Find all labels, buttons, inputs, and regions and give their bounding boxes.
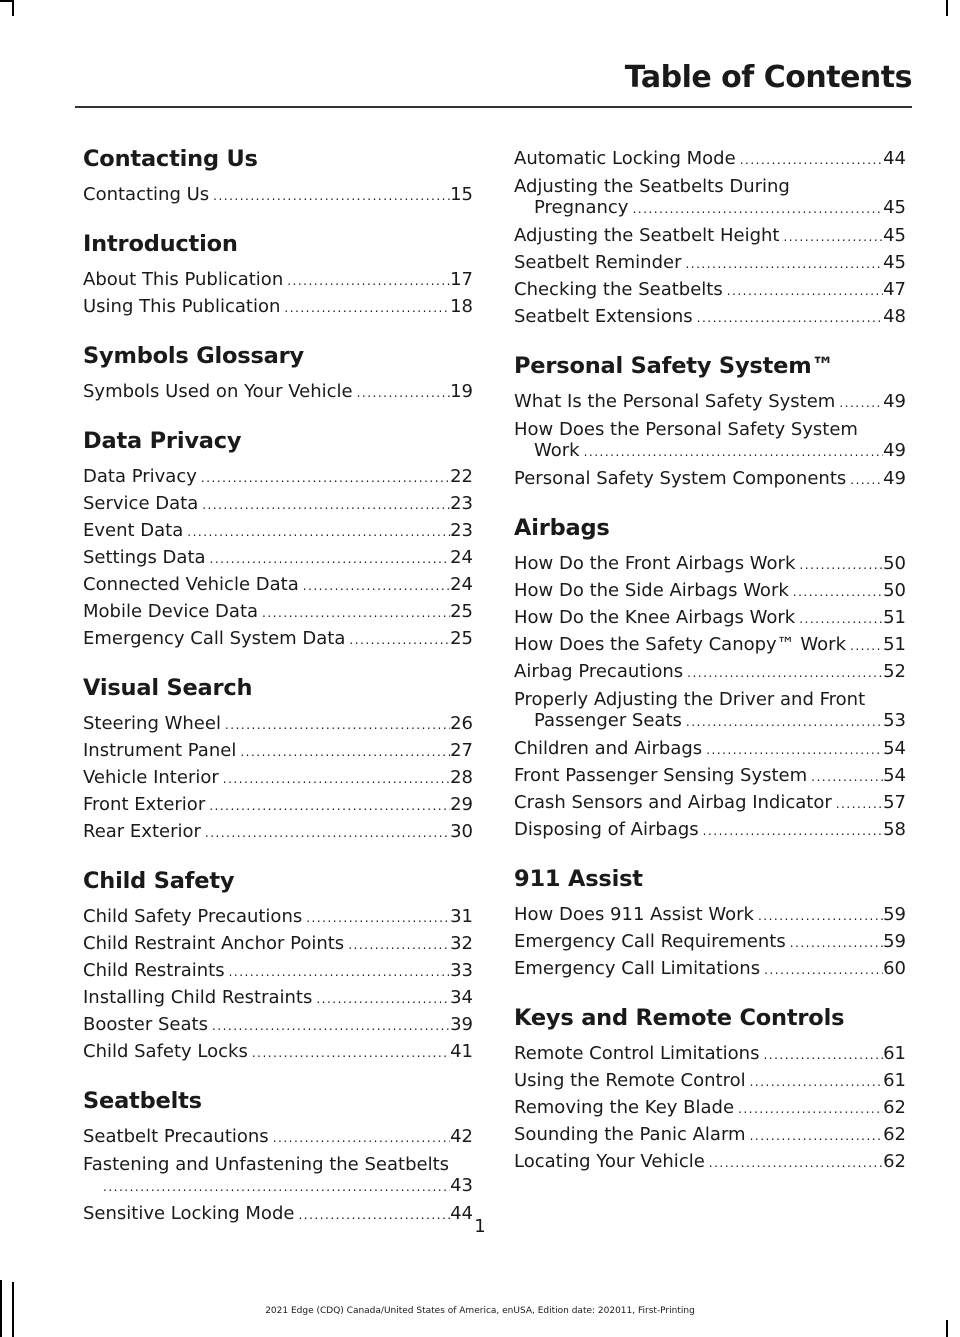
dot-leader: [839, 390, 883, 416]
entry-page-number: 45: [883, 197, 906, 218]
toc-entry[interactable]: [514, 419, 906, 463]
entry-title: Adjusting the Seatbelt Height: [514, 225, 780, 246]
edition-footer: 2021 Edge (CDQ) Canada/United States of America, enUSA, Edition date: 202011, First-Printing: [265, 1306, 695, 1316]
dot-leader: [210, 546, 451, 572]
entry-title: Front Exterior: [83, 794, 206, 815]
entry-page-number: 44: [883, 148, 906, 169]
toc-entry[interactable]: [83, 765, 473, 792]
entry-title: Adjusting the Seatbelts During: [514, 176, 790, 197]
section-heading: Seatbelts: [83, 1088, 202, 1114]
toc-right-column: [514, 146, 906, 1196]
entry-page-number: 31: [450, 906, 473, 927]
toc-entry[interactable]: [83, 985, 473, 1012]
toc-entry[interactable]: [514, 466, 906, 493]
entry-title: Checking the Seatbelts: [514, 279, 723, 300]
entry-page-number: 57: [883, 792, 906, 813]
entry-title: Disposing of Airbags: [514, 819, 699, 840]
entry-page-number: 27: [450, 740, 473, 761]
entry-page-number: 62: [883, 1151, 906, 1172]
entry-title: Seatbelt Extensions: [514, 306, 693, 327]
section-heading: Airbags: [514, 515, 610, 541]
dot-leader: [758, 903, 883, 929]
entry-title: Removing the Key Blade: [514, 1097, 735, 1118]
toc-entry[interactable]: [83, 626, 473, 653]
entry-page-number: 26: [450, 713, 473, 734]
dot-leader: [850, 467, 883, 493]
dot-leader: [202, 492, 450, 518]
dot-leader: [240, 739, 450, 765]
page-title: Table of Contents: [624, 60, 912, 95]
toc-entry[interactable]: [514, 578, 906, 605]
toc-entry[interactable]: [514, 763, 906, 790]
dot-leader: [685, 251, 883, 277]
entry-title: Child Safety Precautions: [83, 906, 303, 927]
entry-page-number: 43: [450, 1175, 473, 1196]
toc-entry[interactable]: [514, 1041, 906, 1068]
entry-title: How Do the Front Airbags Work: [514, 553, 796, 574]
dot-leader: [357, 380, 451, 406]
dot-leader: [262, 600, 450, 626]
toc-entry[interactable]: [83, 491, 473, 518]
toc-entry[interactable]: [514, 304, 906, 331]
entry-title: How Do the Knee Airbags Work: [514, 607, 796, 628]
toc-entry[interactable]: [514, 605, 906, 632]
dot-leader: [850, 633, 883, 659]
toc-entry[interactable]: [83, 904, 473, 931]
dot-leader: [103, 1177, 450, 1198]
entry-title: Booster Seats: [83, 1014, 208, 1035]
crop-mark: [946, 1320, 948, 1337]
toc-entry[interactable]: [514, 689, 906, 733]
toc-entry[interactable]: [83, 294, 473, 321]
dot-leader: [764, 957, 883, 983]
toc-entry[interactable]: [83, 958, 473, 985]
toc-entry[interactable]: [83, 1124, 473, 1151]
dot-leader: [799, 606, 883, 632]
toc-entry[interactable]: [514, 1149, 906, 1176]
dot-leader: [763, 1042, 883, 1068]
entry-page-number: 49: [883, 468, 906, 489]
entry-title: Using This Publication: [83, 296, 281, 317]
dot-leader: [709, 1150, 883, 1176]
dot-leader: [799, 552, 883, 578]
toc-entry[interactable]: [83, 182, 473, 209]
entry-title: Emergency Call Limitations: [514, 958, 761, 979]
entry-title-continued: Passenger Seats: [534, 710, 682, 731]
entry-page-number: 54: [883, 765, 906, 786]
entry-page-number: 17: [450, 269, 473, 290]
dot-leader: [706, 737, 883, 763]
dot-leader: [223, 766, 450, 792]
entry-title: Sounding the Panic Alarm: [514, 1124, 746, 1145]
entry-title: What Is the Personal Safety System: [514, 391, 836, 412]
entry-title: Rear Exterior: [83, 821, 201, 842]
entry-title: Properly Adjusting the Driver and Front: [514, 689, 866, 710]
entry-page-number: 50: [883, 580, 906, 601]
entry-title: Installing Child Restraints: [83, 987, 313, 1008]
toc-entry[interactable]: [514, 790, 906, 817]
entry-page-number: 50: [883, 553, 906, 574]
toc-entry[interactable]: [83, 1012, 473, 1039]
section-heading: Contacting Us: [83, 146, 258, 172]
entry-page-number: 33: [450, 960, 473, 981]
dot-leader: [740, 147, 883, 173]
entry-page-number: 34: [450, 987, 473, 1008]
entry-title: Emergency Call System Data: [83, 628, 346, 649]
entry-page-number: 18: [450, 296, 473, 317]
toc-entry[interactable]: [514, 1122, 906, 1149]
dot-leader: [793, 579, 883, 605]
entry-page-number: 59: [883, 904, 906, 925]
toc-entry[interactable]: [514, 551, 906, 578]
toc-entry[interactable]: [83, 572, 473, 599]
toc-entry[interactable]: [514, 1095, 906, 1122]
entry-page-number: 19: [450, 381, 473, 402]
entry-page-number: 24: [450, 547, 473, 568]
section-heading: Introduction: [83, 231, 238, 257]
toc-entry[interactable]: [83, 711, 473, 738]
toc-section: [83, 1086, 473, 1228]
entry-page-number: 48: [883, 306, 906, 327]
dot-leader: [225, 712, 450, 738]
toc-entry[interactable]: [514, 929, 906, 956]
entry-page-number: 60: [883, 958, 906, 979]
entry-page-number: 45: [883, 252, 906, 273]
entry-page-number: 23: [450, 493, 473, 514]
dot-leader: [697, 305, 883, 331]
toc-entry[interactable]: [83, 792, 473, 819]
entry-page-number: 62: [883, 1124, 906, 1145]
entry-page-number: 47: [883, 279, 906, 300]
toc-section: [514, 146, 906, 331]
entry-title: Child Restraints: [83, 960, 225, 981]
section-heading: Keys and Remote Controls: [514, 1005, 845, 1031]
entry-page-number: 54: [883, 738, 906, 759]
dot-leader: [584, 442, 884, 463]
dot-leader: [306, 905, 450, 931]
entry-page-number: 41: [450, 1041, 473, 1062]
entry-page-number: 44: [450, 1203, 473, 1224]
entry-title: Child Safety Locks: [83, 1041, 248, 1062]
dot-leader: [213, 183, 450, 209]
entry-page-number: 53: [883, 710, 906, 731]
entry-title: About This Publication: [83, 269, 284, 290]
toc-entry[interactable]: [514, 223, 906, 250]
entry-title: Emergency Call Requirements: [514, 931, 786, 952]
entry-title: Sensitive Locking Mode: [83, 1203, 295, 1224]
toc-entry[interactable]: [514, 250, 906, 277]
dot-leader: [727, 278, 883, 304]
entry-title: Contacting Us: [83, 184, 210, 205]
dot-leader: [783, 224, 883, 250]
toc-entry[interactable]: [514, 659, 906, 686]
entry-page-number: 24: [450, 574, 473, 595]
entry-title: Seatbelt Reminder: [514, 252, 682, 273]
entry-page-number: 45: [883, 225, 906, 246]
entry-title: Vehicle Interior: [83, 767, 219, 788]
toc-entry[interactable]: [514, 176, 906, 220]
section-heading: Symbols Glossary: [83, 343, 304, 369]
entry-page-number: 51: [883, 634, 906, 655]
entry-page-number: 51: [883, 607, 906, 628]
dot-leader: [284, 295, 450, 321]
toc-section: [83, 229, 473, 321]
toc-section: [83, 144, 473, 209]
toc-entry[interactable]: [83, 464, 473, 491]
toc-section: [514, 864, 906, 983]
entry-title: How Does the Safety Canopy™ Work: [514, 634, 846, 655]
dot-leader: [187, 519, 450, 545]
dot-leader: [750, 1123, 884, 1149]
entry-title: Fastening and Unfastening the Seatbelts: [83, 1154, 450, 1175]
dot-leader: [287, 268, 450, 294]
toc-entry[interactable]: [83, 738, 473, 765]
entry-title: Using the Remote Control: [514, 1070, 746, 1091]
toc-section: [514, 513, 906, 844]
entry-title: Crash Sensors and Airbag Indicator: [514, 792, 832, 813]
dot-leader: [811, 764, 883, 790]
toc-entry[interactable]: [83, 518, 473, 545]
toc-entry[interactable]: [514, 817, 906, 844]
entry-title: Symbols Used on Your Vehicle: [83, 381, 353, 402]
entry-title: Steering Wheel: [83, 713, 221, 734]
toc-entry[interactable]: [83, 931, 473, 958]
crop-mark: [946, 0, 948, 16]
entry-title: How Does the Personal Safety System: [514, 419, 858, 440]
entry-title: How Do the Side Airbags Work: [514, 580, 789, 601]
entry-page-number: 23: [450, 520, 473, 541]
dot-leader: [348, 932, 450, 958]
section-heading: Visual Search: [83, 675, 253, 701]
dot-leader: [738, 1096, 883, 1122]
dot-leader: [349, 627, 450, 653]
entry-title: Seatbelt Precautions: [83, 1126, 269, 1147]
toc-entry[interactable]: [514, 902, 906, 929]
entry-page-number: 42: [450, 1126, 473, 1147]
toc-entry[interactable]: [83, 1154, 473, 1198]
toc-entry[interactable]: [83, 545, 473, 572]
dot-leader: [686, 712, 883, 733]
toc-entry[interactable]: [514, 277, 906, 304]
toc-entry[interactable]: [514, 632, 906, 659]
entry-title: Front Passenger Sensing System: [514, 765, 808, 786]
entry-title: Children and Airbags: [514, 738, 703, 759]
entry-title-continued: Pregnancy: [534, 197, 629, 218]
dot-leader: [201, 465, 450, 491]
entry-page-number: 62: [883, 1097, 906, 1118]
toc-entry[interactable]: [83, 819, 473, 846]
toc-entry[interactable]: [514, 146, 906, 173]
dot-leader: [229, 959, 450, 985]
toc-left-column: [83, 144, 473, 1248]
entry-title: Instrument Panel: [83, 740, 237, 761]
entry-title: Data Privacy: [83, 466, 197, 487]
toc-entry[interactable]: [83, 599, 473, 626]
entry-title: How Does 911 Assist Work: [514, 904, 754, 925]
section-heading: Data Privacy: [83, 428, 242, 454]
dot-leader: [687, 660, 883, 686]
dot-leader: [750, 1069, 883, 1095]
entry-page-number: 15: [450, 184, 473, 205]
section-heading: 911 Assist: [514, 866, 643, 892]
entry-title: Airbag Precautions: [514, 661, 684, 682]
toc-section: [83, 426, 473, 653]
entry-page-number: 29: [450, 794, 473, 815]
dot-leader: [316, 986, 450, 1012]
section-heading: Personal Safety System™: [514, 353, 834, 379]
entry-title: Personal Safety System Components: [514, 468, 847, 489]
dot-leader: [632, 199, 883, 220]
entry-title: Event Data: [83, 520, 184, 541]
toc-entry[interactable]: [83, 267, 473, 294]
toc-section: [83, 866, 473, 1066]
entry-page-number: 49: [883, 440, 906, 461]
entry-title: Remote Control Limitations: [514, 1043, 760, 1064]
toc-entry[interactable]: [83, 1039, 473, 1066]
entry-title: Automatic Locking Mode: [514, 148, 736, 169]
entry-page-number: 58: [883, 819, 906, 840]
entry-title: Connected Vehicle Data: [83, 574, 299, 595]
toc-section: [514, 351, 906, 493]
dot-leader: [252, 1040, 450, 1066]
dot-leader: [205, 820, 450, 846]
entry-page-number: 61: [883, 1070, 906, 1091]
entry-page-number: 22: [450, 466, 473, 487]
toc-section: [83, 673, 473, 846]
entry-page-number: 25: [450, 601, 473, 622]
entry-title: Locating Your Vehicle: [514, 1151, 705, 1172]
dot-leader: [273, 1125, 450, 1151]
toc-section: [83, 341, 473, 406]
entry-title-continued: Work: [534, 440, 580, 461]
entry-title: Child Restraint Anchor Points: [83, 933, 345, 954]
entry-page-number: 52: [883, 661, 906, 682]
dot-leader: [703, 818, 883, 844]
entry-page-number: 25: [450, 628, 473, 649]
entry-page-number: 28: [450, 767, 473, 788]
entry-title: Service Data: [83, 493, 199, 514]
toc-section: [514, 1003, 906, 1176]
entry-title: Mobile Device Data: [83, 601, 259, 622]
page-number: 1: [474, 1216, 486, 1237]
toc-entry[interactable]: [83, 379, 473, 406]
entry-page-number: 39: [450, 1014, 473, 1035]
entry-page-number: 61: [883, 1043, 906, 1064]
entry-page-number: 32: [450, 933, 473, 954]
entry-title: Settings Data: [83, 547, 206, 568]
toc-entry[interactable]: [514, 956, 906, 983]
toc-entry[interactable]: [514, 736, 906, 763]
dot-leader: [836, 791, 883, 817]
dot-leader: [209, 793, 450, 819]
dot-leader: [212, 1013, 450, 1039]
toc-entry[interactable]: [514, 1068, 906, 1095]
section-heading: Child Safety: [83, 868, 235, 894]
toc-entry[interactable]: [514, 389, 906, 416]
entry-page-number: 30: [450, 821, 473, 842]
dot-leader: [303, 573, 450, 599]
entry-page-number: 49: [883, 391, 906, 412]
entry-page-number: 59: [883, 931, 906, 952]
dot-leader: [790, 930, 883, 956]
title-divider: [75, 106, 912, 108]
crop-mark: [12, 0, 14, 16]
